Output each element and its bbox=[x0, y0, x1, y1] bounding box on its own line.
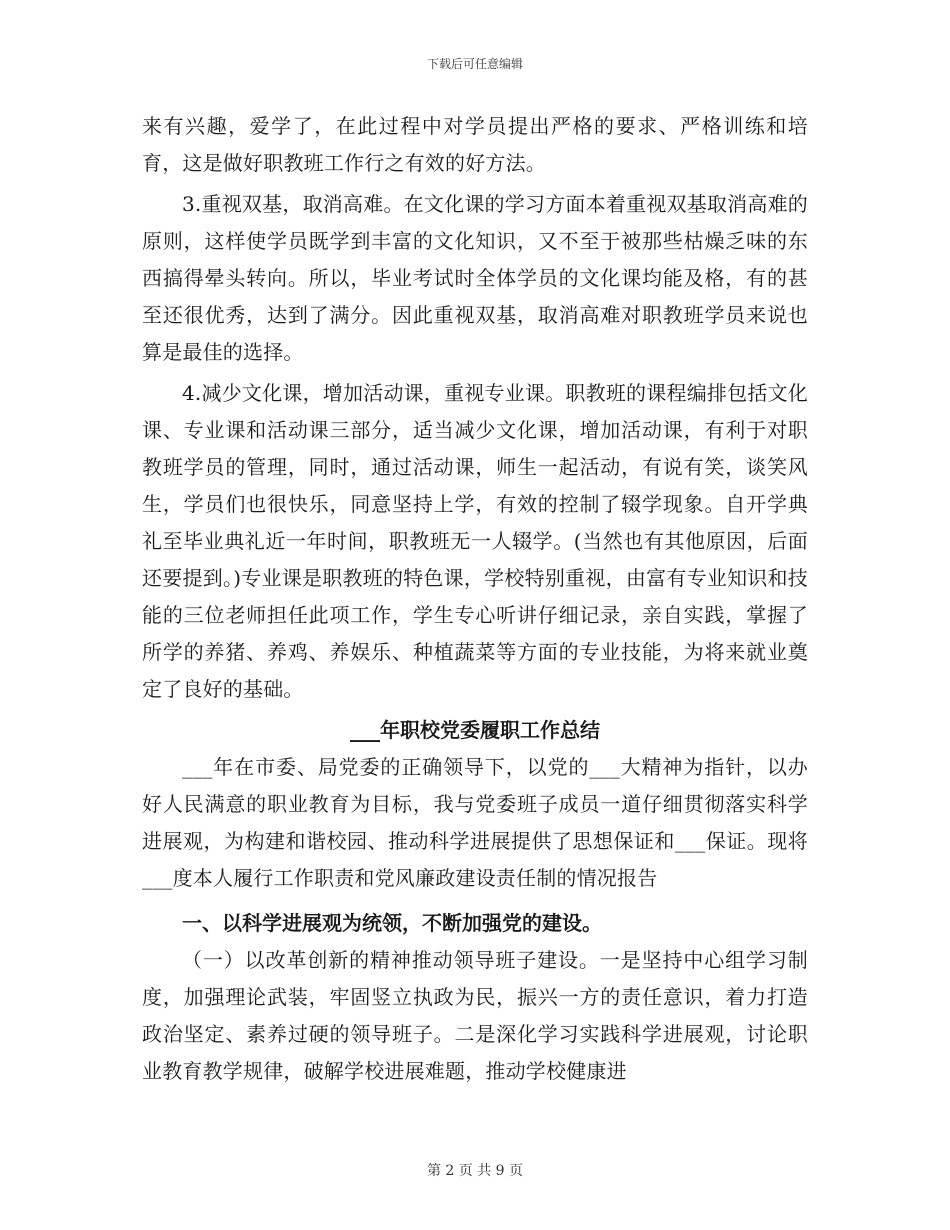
paragraph-continued: 来有兴趣，爱学了，在此过程中对学员提出严格的要求、严格训练和培育，这是做好职教班工作行之有效的好方法。 bbox=[142, 114, 808, 175]
paragraph-point-3: 3.重视双基，取消高难。在文化课的学习方面本着重视双基取消高难的原则，这样使学员既学到丰富的文化知识，又不至于被那些枯燥乏味的东西搞得晕头转向。所以，毕业考试时全体学员的文化课均能及格，有的甚至还很优秀，达到了满分。因此重视双基，取消高难对职教班学员来说也算是最佳的选择。 bbox=[142, 192, 808, 364]
paragraph-subsection-1: （一）以改革创新的精神推动领导班子建设。一是坚持中心组学习制度，加强理论武装，牢固竖立执政为民，振兴一方的责任意识，着力打造政治坚定、素养过硬的领导班子。二是深化学习实践科学进展观，讨论职业教育教学规律，破解学校进展难题，推动学校健康进 bbox=[142, 948, 808, 1083]
document-body bbox=[142, 108, 808, 1090]
document-title: ___年职校党委履职工作总结 bbox=[350, 718, 600, 742]
paragraph-point-4: 4.减少文化课，增加活动课，重视专业课。职教班的课程编排包括文化课、专业课和活动课三部分，适当减少文化课，增加活动课，有利于对职教班学员的管理，同时，通过活动课，师生一起活动，有说有笑，谈笑风生，学员们也很快乐，同意坚持上学，有效的控制了辍学现象。自开学典礼至毕业典礼近一年时间，职教班无一人辍学。(当然也有其他原因，后面还要提到。)专业课是职教班的特色课，学校特别重视，由富有专业知识和技能的三位老师担任此项工作，学生专心听讲仔细记录，亲自实践，掌握了所学的养猪、养鸡、养娱乐、种植蔬菜等方面的专业技能，为将来就业奠定了良好的基础。 bbox=[142, 381, 808, 701]
paragraph-intro: ___年在市委、局党委的正确领导下，以党的___大精神为指针，以办好人民满意的职业教育为目标，我与党委班子成员一道仔细贯彻落实科学进展观，为构建和谐校园、推动科学进展提供了思想保证和___保证。现将___度本人履行工作职责和党风廉政建设责任制的情况报告 bbox=[142, 755, 808, 890]
page-header-note: 下载后可任意编辑 bbox=[426, 57, 523, 71]
page-number: 第 2 页 共 9 页 bbox=[426, 1163, 524, 1179]
section-heading-1: 一、以科学进展观为统领，不断加强党的建设。 bbox=[182, 911, 602, 935]
